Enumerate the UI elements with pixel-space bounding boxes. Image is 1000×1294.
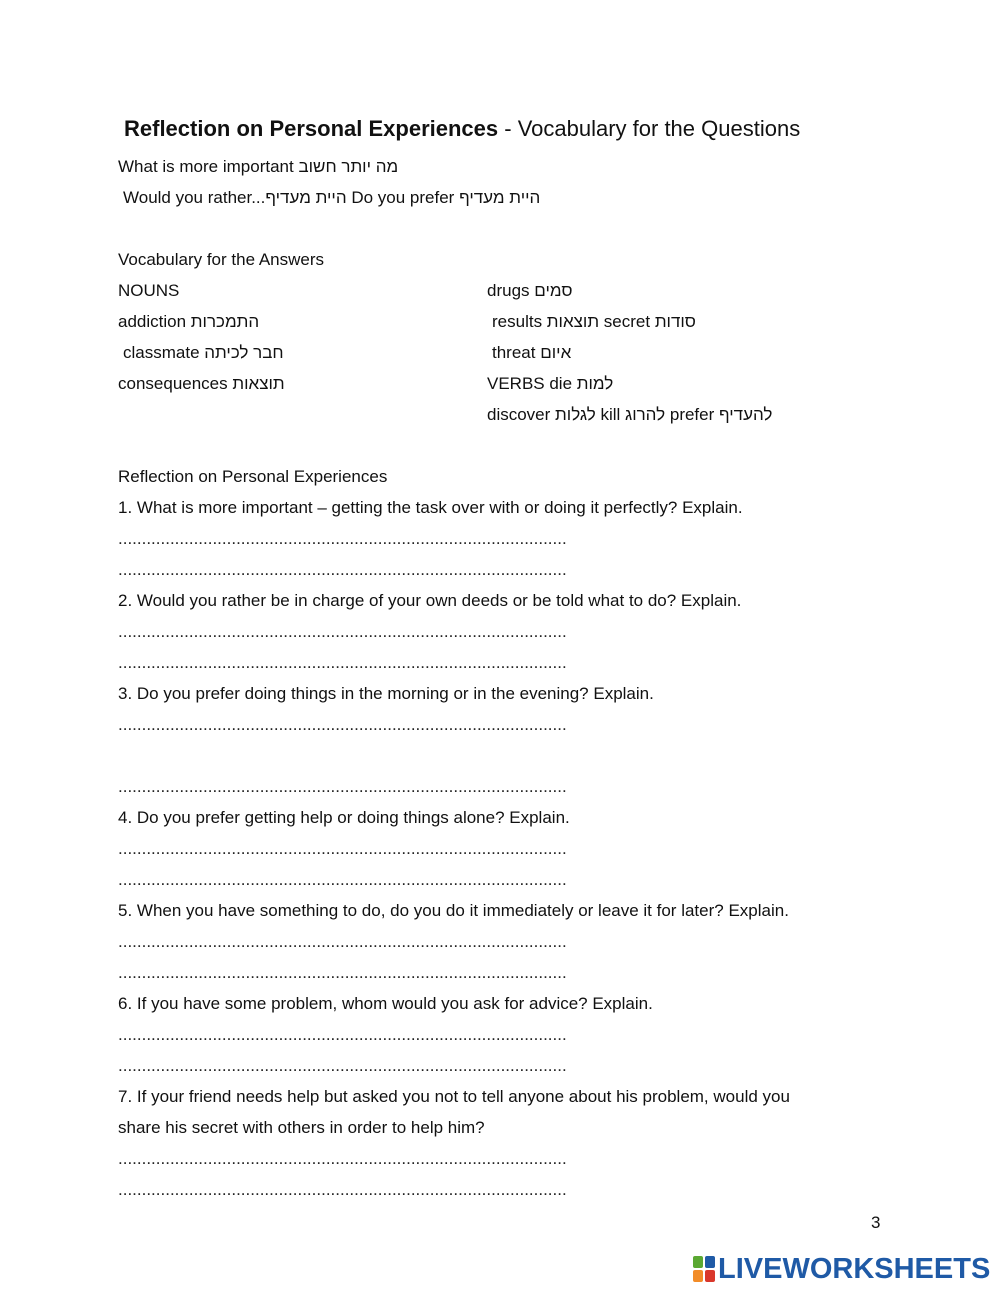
vocab-right-item: drugs סמים xyxy=(487,281,573,300)
vocab-right-item: results תוצאות secret סודות xyxy=(492,312,696,331)
answers-heading: Vocabulary for the Answers xyxy=(118,250,325,269)
liveworksheets-logo[interactable] xyxy=(693,1252,990,1286)
title-bold: Reflection on Personal Experiences xyxy=(124,116,499,141)
answer-line-3b[interactable]: ............................................................................................... xyxy=(118,777,567,796)
vocab-left-item: addiction התמכרות xyxy=(118,312,260,331)
title-rest: - Vocabulary for the Questions xyxy=(498,116,801,141)
question-2: 2. Would you rather be in charge of your own deeds or be told what to do? Explain. xyxy=(118,591,742,610)
answer-line-5a[interactable]: ............................................................................................... xyxy=(118,932,567,951)
question-7: 7. If your friend needs help but asked you not to tell anyone about his problem, would you xyxy=(118,1087,790,1106)
vocab-right-item: VERBS die למות xyxy=(487,374,614,393)
question-4: 4. Do you prefer getting help or doing things alone? Explain. xyxy=(118,808,570,827)
question-1: 1. What is more important – getting the task over with or doing it perfectly? Explain. xyxy=(118,498,743,517)
answer-line-6a[interactable]: ............................................................................................... xyxy=(118,1025,567,1044)
liveworksheets-logo-icon xyxy=(693,1256,715,1282)
vocab-right-item: threat איום xyxy=(492,343,572,362)
answer-line-4b[interactable]: ............................................................................................... xyxy=(118,870,567,889)
vocab-question-1: What is more important מה יותר חשוב xyxy=(118,157,399,176)
answer-line-1a[interactable]: ............................................................................................... xyxy=(118,529,567,548)
answer-line-5b[interactable]: ............................................................................................... xyxy=(118,963,567,982)
vocab-question-2: Would you rather...היית מעדיף Do you prefer היית מעדיף xyxy=(123,188,541,207)
question-3: 3. Do you prefer doing things in the morning or in the evening? Explain. xyxy=(118,684,654,703)
logo-text: LIVEWORKSHEETS xyxy=(718,1252,991,1285)
answer-line-2b[interactable]: ............................................................................................... xyxy=(118,653,567,672)
answer-line-2a[interactable]: ............................................................................................... xyxy=(118,622,567,641)
vocab-left-item: NOUNS xyxy=(118,281,180,300)
answer-line-7a[interactable]: ............................................................................................... xyxy=(118,1149,567,1168)
answer-line-3a[interactable]: ............................................................................................... xyxy=(118,715,567,734)
answer-line-1b[interactable]: ............................................................................................... xyxy=(118,560,567,579)
question-7-continued: share his secret with others in order to help him? xyxy=(118,1118,485,1137)
vocab-right-item: discover לגלות kill להרוג prefer להעדיף xyxy=(487,405,773,424)
question-5: 5. When you have something to do, do you do it immediately or leave it for later? Explain. xyxy=(118,901,789,920)
vocab-left-item: consequences תוצאות xyxy=(118,374,285,393)
question-6: 6. If you have some problem, whom would you ask for advice? Explain. xyxy=(118,994,653,1013)
section-heading: Reflection on Personal Experiences xyxy=(118,467,388,486)
answer-line-6b[interactable]: ............................................................................................... xyxy=(118,1056,567,1075)
answer-line-7b[interactable]: ............................................................................................... xyxy=(118,1180,567,1199)
vocab-left-item: classmate חבר לכיתה xyxy=(123,343,284,362)
page-title xyxy=(124,116,800,142)
page-number: 3 xyxy=(871,1213,881,1232)
answer-line-4a[interactable]: ............................................................................................... xyxy=(118,839,567,858)
